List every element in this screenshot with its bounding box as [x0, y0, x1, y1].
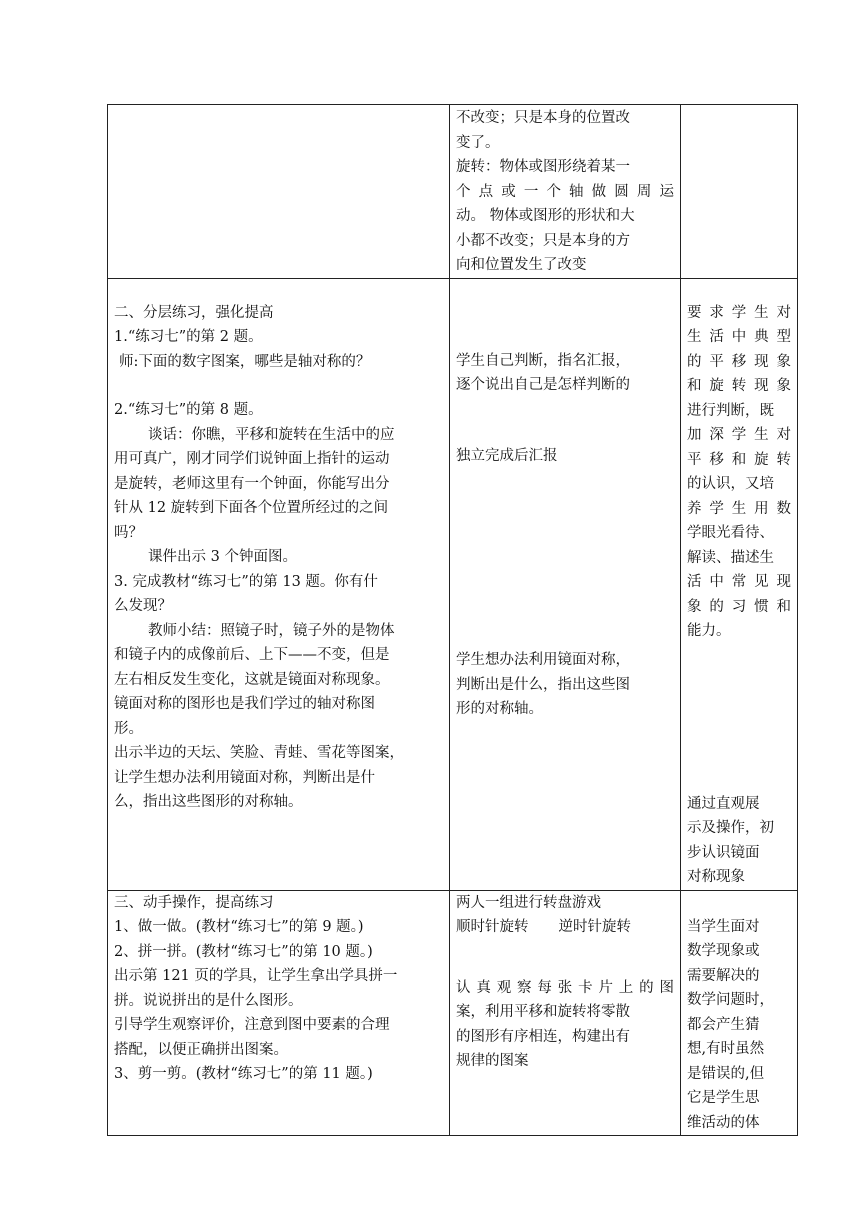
lesson-plan-table: [107, 104, 798, 1136]
text-line: 解读、描述生: [687, 549, 774, 566]
text-line: 引导学生观察评价，注意到图中要素的合理: [114, 1017, 390, 1033]
text-line: 2、拼一拼。(教材“练习七”的第 10 题。): [114, 943, 373, 960]
row1-col3: [681, 105, 798, 279]
text-line: 么发现？: [114, 598, 172, 614]
row3-col2: [450, 890, 681, 1136]
text-line: 当学生面对: [687, 918, 760, 935]
text-line: 1.“练习七”的第 2 题。: [114, 329, 263, 345]
clockwise-label: 顺时针旋转: [456, 919, 529, 935]
text-line: 需要解决的: [687, 967, 760, 984]
text-line: 都会产生猜: [687, 1016, 760, 1033]
text-line: 要求学生对: [687, 304, 791, 321]
text-line: 案，利用平移和旋转将零散: [456, 1004, 630, 1020]
text-line: 2.“练习七”的第 8 题。: [114, 402, 263, 418]
text-line: 判断出是什么，指出这些图: [456, 676, 630, 693]
text-line: 学眼光看待、: [687, 525, 774, 541]
row2-col2: [450, 278, 681, 890]
text-line: 不改变；只是本身的位置改: [456, 110, 630, 126]
text-line: 谈话：你瞧，平移和旋转在生活中的应: [148, 426, 395, 443]
text-line: 的平移现象: [687, 353, 791, 370]
text-line: 用可真广，刚才同学们说钟面上指针的运动: [114, 451, 390, 467]
text-line: 1、做一做。(教材“练习七”的第 9 题。): [114, 919, 364, 935]
text-line: 认真观察每张卡片上的图: [456, 979, 674, 996]
row1-col2: [450, 105, 681, 279]
text-line: 旋转：物体或图形绕着某一: [456, 159, 630, 175]
text-line: 加深学生对: [687, 427, 791, 443]
row2-col3: [681, 278, 798, 890]
text-line: 出示第 121 页的学具，让学生拿出学具拼一: [114, 968, 398, 984]
row1-col1: [108, 105, 450, 279]
text-line: 镜面对称的图形也是我们学过的轴对称图: [114, 696, 375, 712]
section-title: 二、分层练习，强化提高: [114, 304, 274, 321]
text-line: 两人一组进行转盘游戏: [456, 894, 601, 911]
text-line: 平移和旋转: [687, 451, 791, 468]
text-line: 3、剪一剪。(教材“练习七”的第 11 题。): [114, 1066, 373, 1082]
text-line: 师:下面的数字图案，哪些是轴对称的？: [119, 353, 371, 370]
rotation-labels: [456, 915, 674, 940]
text-line: 的图形有序相连，构建出有: [456, 1028, 630, 1045]
text-line: 么，指出这些图形的对称轴。: [114, 794, 303, 810]
table-row: [108, 105, 798, 279]
text-line: 的认识，又培: [687, 476, 774, 492]
text-line: 活中常见现: [687, 574, 791, 590]
text-line: 它是学生思: [687, 1090, 760, 1106]
text-line: 教师小结：照镜子时，镜子外的是物体: [148, 622, 395, 639]
text-line: 和镜子内的成像前后、上下——不变，但是: [114, 647, 390, 663]
text-line: 规律的图案: [456, 1053, 529, 1069]
text-line: 步认识镜面: [687, 844, 760, 861]
text-line: 是旋转，老师这里有一个钟面，你能写出分: [114, 475, 390, 492]
text-line: 形的对称轴。: [456, 701, 543, 717]
text-line: 个点或一个轴做圆周运: [456, 183, 674, 200]
text-line: 对称现象: [687, 869, 745, 885]
text-line: 逐个说出自己是怎样判断的: [456, 377, 630, 393]
text-line: 想,有时虽然: [687, 1041, 765, 1057]
text-line: 和旋转现象: [687, 378, 791, 394]
text-line: 拼。说说拼出的是什么图形。: [114, 992, 303, 1009]
text-line: 学生自己判断，指名汇报，: [456, 352, 630, 369]
text-line: 小都不改变；只是本身的方: [456, 232, 630, 249]
text-line: 独立完成后汇报: [456, 447, 558, 464]
section-title: 三、动手操作，提高练习: [114, 894, 274, 911]
text-line: 搭配，以便正确拼出图案。: [114, 1041, 288, 1058]
text-line: 数学问题时，: [687, 992, 774, 1008]
text-line: 变了。: [456, 134, 500, 151]
text-line: 维活动的体: [687, 1114, 760, 1131]
counterclockwise-label: 逆时针旋转: [558, 919, 631, 935]
text-line: 动。 物体或图形的形状和大: [456, 208, 635, 224]
text-line: 向和位置发生了改变: [456, 257, 587, 273]
text-line: 左右相反发生变化，这就是镜面对称现象。: [114, 671, 390, 688]
text-line: 学生想办法利用镜面对称，: [456, 652, 630, 668]
table-row: [108, 278, 798, 890]
text-line: 吗？: [114, 524, 143, 541]
text-line: 能力。: [687, 623, 731, 639]
row2-col1: [108, 278, 450, 890]
table-row: [108, 890, 798, 1136]
text-line: 让学生想办法利用镜面对称，判断出是什: [114, 769, 375, 786]
text-line: 课件出示 3 个钟面图。: [148, 549, 297, 565]
text-line: 出示半边的天坛、笑脸、青蛙、雪花等图案，: [114, 745, 404, 761]
row3-col3: [681, 890, 798, 1136]
row3-col1: [108, 890, 450, 1136]
text-line: 3. 完成教材“练习七”的第 13 题。你有什: [114, 573, 378, 590]
text-line: 象的习惯和: [687, 598, 791, 615]
text-line: 是错误的,但: [687, 1065, 765, 1082]
text-line: 数学现象或: [687, 943, 760, 959]
text-line: 进行判断，既: [687, 402, 774, 419]
text-line: 通过直观展: [687, 795, 760, 812]
text-line: 示及操作，初: [687, 820, 774, 836]
text-line: 生活中典型: [687, 329, 791, 345]
text-line: 形。: [114, 720, 143, 737]
text-line: 养学生用数: [687, 500, 791, 517]
text-line: 针从 12 旋转到下面各个位置所经过的之间: [114, 500, 389, 516]
